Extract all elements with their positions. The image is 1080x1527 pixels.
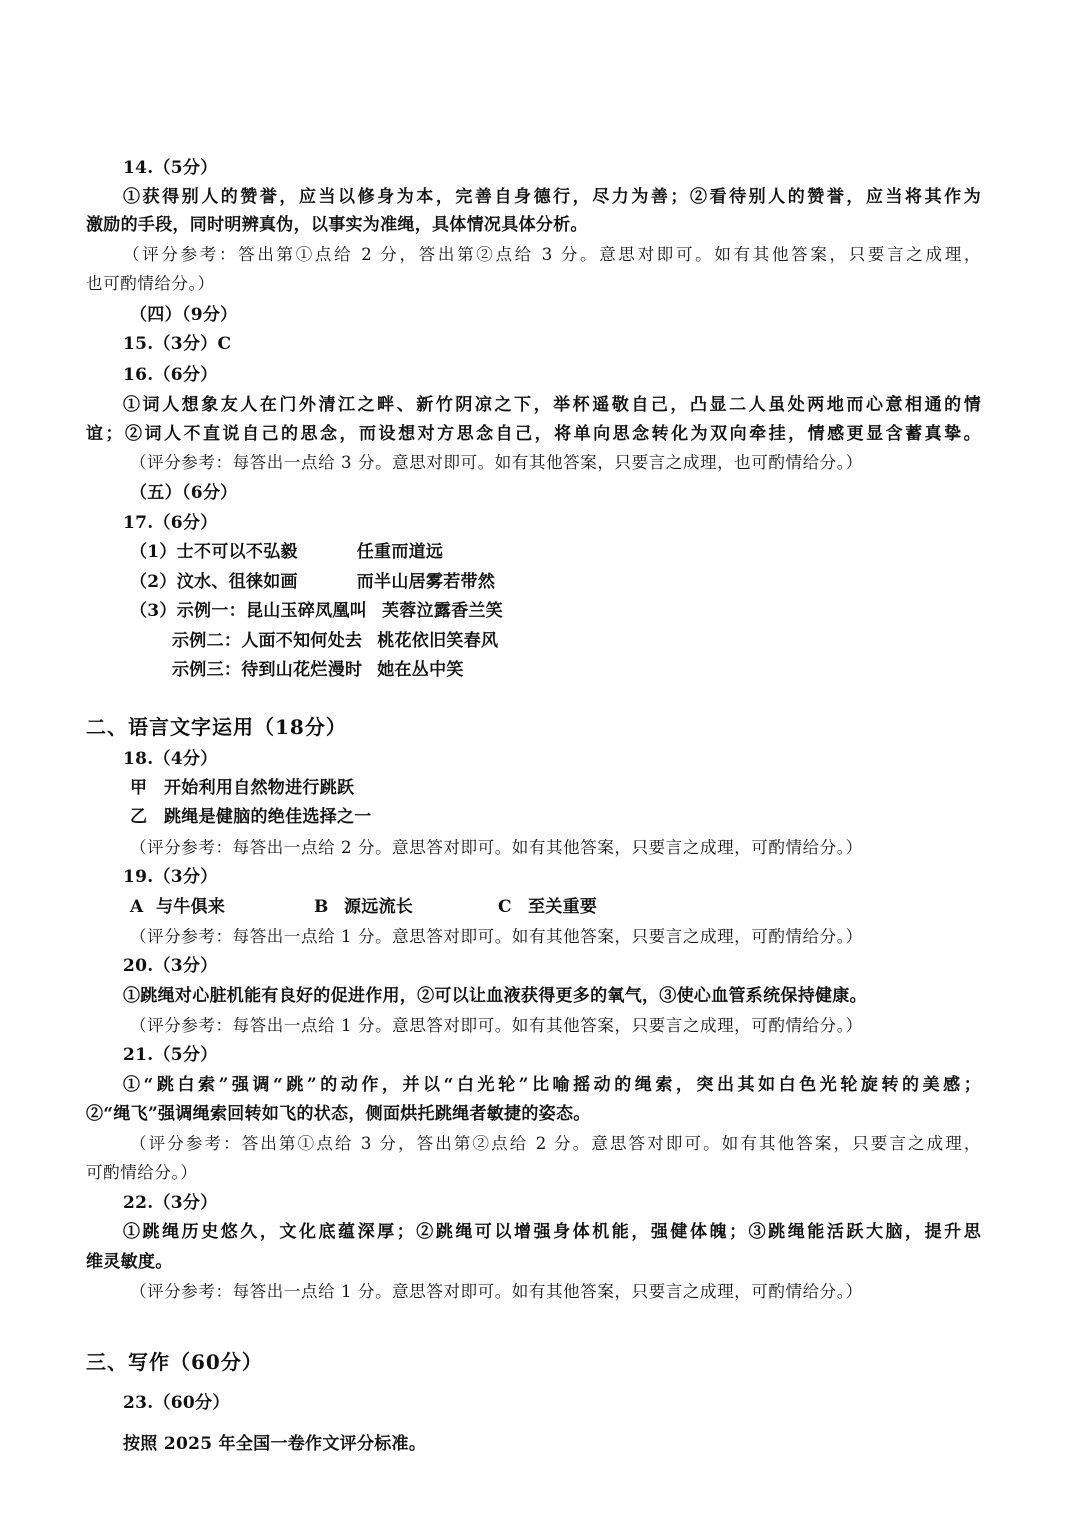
subsection-5-heading: （五）（6分） [130,483,238,503]
q23-heading: 23.（60分） [123,1393,230,1413]
q17-answer-3-example-3 [172,659,464,681]
q17-answer-1-label: （1） [130,542,177,562]
part-3-heading: 三、写作（60分） [86,1350,263,1374]
q22-answer-line2: 维灵敏度。 [86,1252,173,1272]
q18-yi-label: 乙 [130,807,148,827]
q17-answer-2-label: （2） [130,572,177,592]
q16-heading: 16.（6分） [123,365,218,385]
example-2-label: 示例二： [172,631,242,651]
example-3-first: 待到山花烂漫时 [241,660,363,680]
q18-jia [130,777,354,799]
q15-answer: 15.（3分）C [123,334,232,354]
q19-option-b-label: B [314,897,329,917]
q18-jia-label: 甲 [130,778,148,798]
q22-scoring-note: （评分参考：每答出一点给 1 分。意思答对即可。如有其他答案，只要言之成理，可酌情给分。） [130,1282,863,1301]
q16-answer-line2: 谊；②词人不直说自己的思念，而设想对方思念自己，将单向思念转化为双向牵挂，情感更显含蓄真挚。 [86,424,981,444]
q19-scoring-note: （评分参考：每答出一点给 1 分。意思答对即可。如有其他答案，只要言之成理，可酌情给分。） [130,927,863,946]
q20-heading: 20.（3分） [123,956,218,976]
q17-answer-3-label: （3） [130,601,177,621]
q18-jia-text: 开始利用自然物进行跳跃 [164,778,355,798]
q22-answer-line1: ①跳绳历史悠久，文化底蕴深厚；②跳绳可以增强身体机能，强健体魄；③跳绳能活跃大脑，提升思 [123,1222,981,1242]
example-1-first: 昆山玉碎凤凰叫 [245,601,368,621]
subsection-4-heading: （四）（9分） [130,305,238,325]
q21-scoring-note-line1: （评分参考：答出第①点给 3 分，答出第②点给 2 分。意思答对即可。如有其他答案，只要言之成理， [130,1134,981,1153]
q14-scoring-note-line2: 也可酌情给分。） [86,274,215,293]
q14-answer-line1: ①获得别人的赞誉，应当以修身为本，完善自身德行，尽力为善；②看待别人的赞誉，应当将其作为 [123,187,981,207]
q17-answer-3-example-2 [172,630,498,652]
q21-scoring-note-line2: 可酌情给分。） [86,1163,198,1182]
q23-answer: 按照 2025 年全国一卷作文评分标准。 [123,1434,427,1454]
example-2-first: 人面不知何处去 [241,631,363,651]
q21-answer-line2: ②“绳飞”强调绳索回转如飞的状态，侧面烘托跳绳者敏捷的姿态。 [86,1104,591,1124]
q18-yi-text: 跳绳是健脑的绝佳选择之一 [164,807,372,827]
q14-heading: 14.（5分） [123,158,218,178]
q17-answer-3-example-1 [130,600,503,622]
q19-option-a-text: 与牛俱来 [156,897,226,917]
q19-options [130,896,597,918]
q18-scoring-note: （评分参考：每答出一点给 2 分。意思答对即可。如有其他答案，只要言之成理，可酌情给分。） [130,838,863,857]
q18-heading: 18.（4分） [123,749,218,769]
q21-answer-line1: ①“跳白索”强调“跳”的动作，并以“白光轮”比喻摇动的绳索，突出其如白色光轮旋转的美感； [123,1075,981,1095]
example-3-second: 她在丛中笑 [377,660,464,680]
q17-answer-2-second: 而半山居雾若带然 [356,572,496,592]
q17-heading: 17.（6分） [123,513,218,533]
q19-option-c-text: 至关重要 [528,897,598,917]
part-2-heading: 二、语言文字运用（18分） [86,715,347,739]
q17-answer-1-second: 任重而道远 [356,542,444,562]
q20-scoring-note: （评分参考：每答出一点给 1 分。意思答对即可。如有其他答案，只要言之成理，可酌情给分。） [130,1016,863,1035]
q18-yi [130,806,372,828]
q19-option-c-label: C [498,897,512,917]
q14-scoring-note-line1: （评分参考：答出第①点给 2 分，答出第②点给 3 分。意思对即可。如有其他答案，只要言之成理， [123,245,981,264]
example-1-label: 示例一： [176,601,246,621]
q17-answer-2-first: 汶水、徂徕如画 [176,572,298,592]
q17-answer-1-first: 士不可以不弘毅 [176,542,298,562]
q17-answer-2 [130,571,495,593]
example-3-label: 示例三： [172,660,242,680]
example-2-second: 桃花依旧笑春风 [377,631,499,651]
q22-heading: 22.（3分） [123,1193,218,1213]
q19-heading: 19.（3分） [123,867,218,887]
q20-answer: ①跳绳对心脏机能有良好的促进作用，②可以让血液获得更多的氧气，③使心血管系统保持健康。 [123,986,867,1006]
q16-scoring-note: （评分参考：每答出一点给 3 分。意思对即可。如有其他答案，只要言之成理，也可酌情给分。） [130,453,863,472]
q14-answer-line2: 激励的手段，同时明辨真伪，以事实为准绳，具体情况具体分析。 [86,215,588,235]
example-1-second: 芙蓉泣露香兰笑 [381,601,504,621]
q19-option-a-label: A [130,897,144,917]
q16-answer-line1: ①词人想象友人在门外清江之畔、新竹阴凉之下，举杯遥敬自己，凸显二人虽处两地而心意相通的情 [123,395,981,415]
q19-option-b-text: 源远流长 [344,897,414,917]
q21-heading: 21.（5分） [123,1045,218,1065]
q17-answer-1 [130,541,443,563]
